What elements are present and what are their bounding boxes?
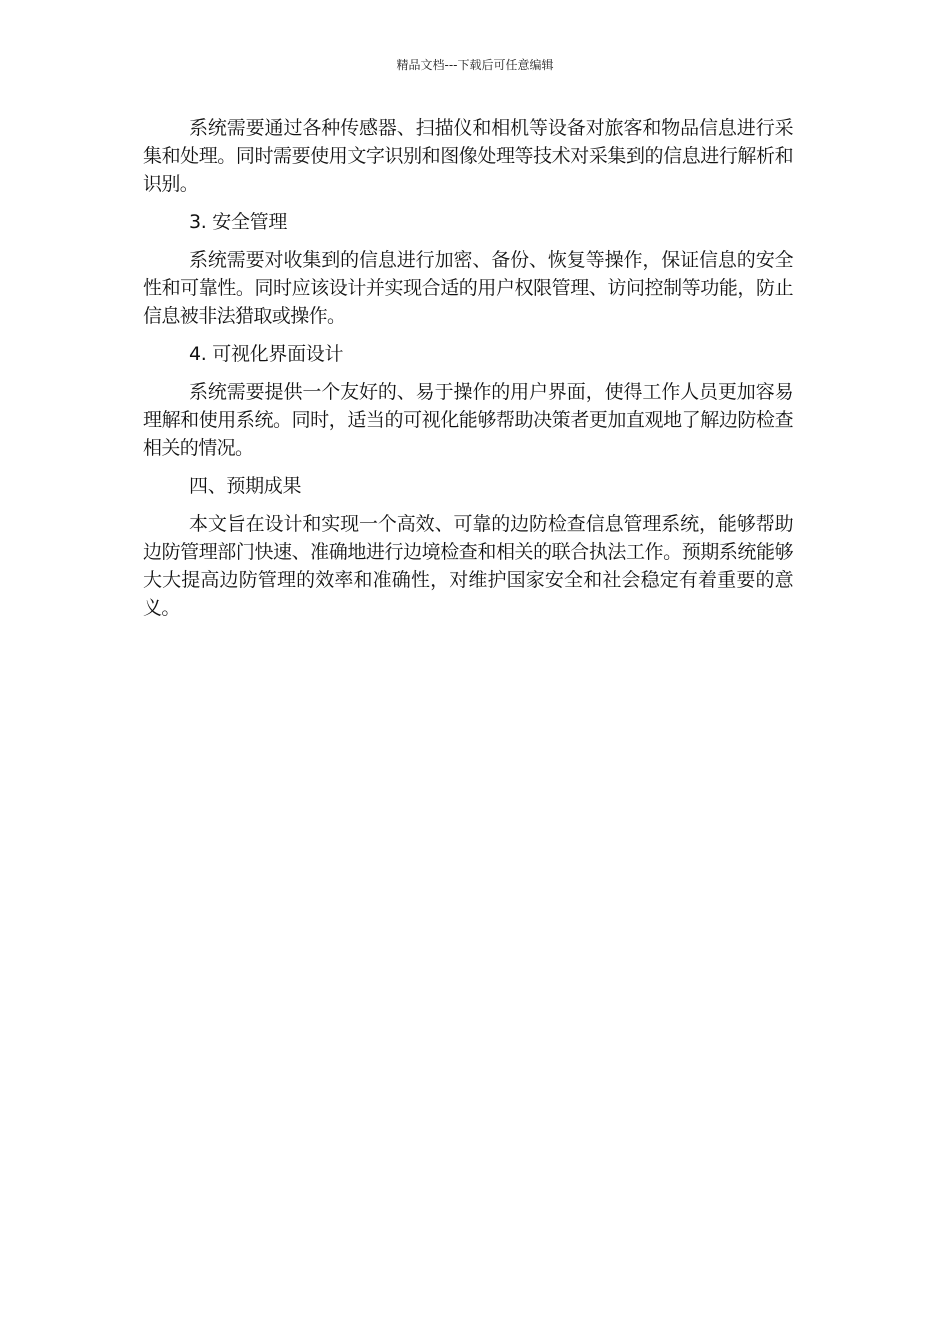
heading-expected-results: 四、预期成果 bbox=[189, 475, 302, 497]
paragraph-security: 系统需要对收集到的信息进行加密、备份、恢复等操作，保证信息的安全性和可靠性。同时应该设计并实现合适的用户权限管理、访问控制等功能，防止信息被非法猎取或操作。 bbox=[143, 249, 793, 327]
paragraph-data-collection: 系统需要通过各种传感器、扫描仪和相机等设备对旅客和物品信息进行采集和处理。同时需要使用文字识别和图像处理等技术对采集到的信息进行解析和识别。 bbox=[143, 117, 793, 195]
paragraph-interface: 系统需要提供一个友好的、易于操作的用户界面，使得工作人员更加容易理解和使用系统。同时，适当的可视化能够帮助决策者更加直观地了解边防检查相关的情况。 bbox=[143, 381, 793, 459]
document-body bbox=[143, 114, 793, 632]
heading-visual-interface: 4. 可视化界面设计 bbox=[189, 343, 344, 365]
paragraph-expected-results: 本文旨在设计和实现一个高效、可靠的边防检查信息管理系统，能够帮助边防管理部门快速、准确地进行边境检查和相关的联合执法工作。预期系统能够大大提高边防管理的效率和准确性，对维护国家安全和社会稳定有着重要的意义。 bbox=[143, 513, 793, 619]
page-header: 精品文档---下载后可任意编辑 bbox=[396, 58, 554, 72]
heading-security-management: 3. 安全管理 bbox=[189, 211, 288, 233]
